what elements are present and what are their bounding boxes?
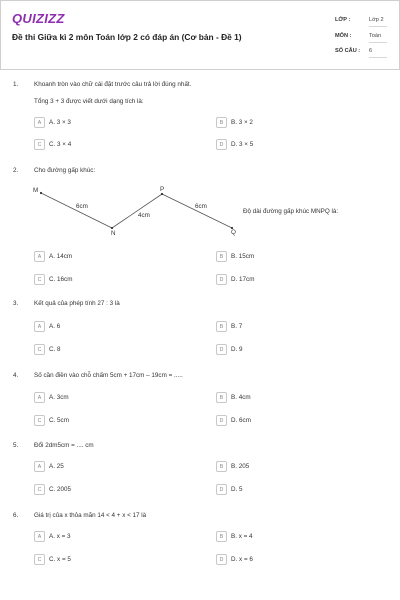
option-text: A. 25 [49, 463, 64, 470]
option-letter-box[interactable]: A [34, 461, 45, 472]
point-p [161, 193, 163, 195]
option-letter-box[interactable]: D [216, 484, 227, 495]
segment-mn-length: 6cm [76, 203, 88, 210]
option-letter-box[interactable]: A [34, 531, 45, 542]
polyline-mnpq [41, 193, 232, 228]
option-text: D. 9 [231, 346, 243, 353]
meta-grade-label: LỚP : [335, 17, 351, 23]
option-text: B. 4cm [231, 394, 251, 401]
question-text: Kết quả của phép tính 27 : 3 là [34, 300, 120, 307]
question-number: 4. [13, 372, 19, 379]
option-text: D. 3 × 5 [231, 141, 254, 148]
meta-grade-value: Lớp 2 [369, 17, 387, 27]
option-letter-box[interactable]: B [216, 531, 227, 542]
meta-subject-label: MÔN : [335, 33, 352, 39]
label-q: Q [231, 229, 236, 236]
question-number: 6. [13, 512, 19, 519]
option-text: A. 6 [49, 323, 61, 330]
figure-question: Độ dài đường gấp khúc MNPQ là: [243, 208, 339, 215]
option-text: D. 5 [231, 486, 243, 493]
option-text: D. x = 6 [231, 556, 253, 563]
option-letter-box[interactable]: B [216, 392, 227, 403]
option-text: B. 3 × 2 [231, 119, 253, 126]
question-text: Khoanh tròn vào chữ cái đặt trước câu trả lời đúng nhất. [34, 81, 192, 88]
option-letter-box[interactable]: C [34, 344, 45, 355]
option-letter-box[interactable]: D [216, 274, 227, 285]
question-subtext: Tổng 3 + 3 được viết dưới dạng tích là: [34, 98, 144, 105]
option-letter-box[interactable]: D [216, 415, 227, 426]
point-q [231, 227, 233, 229]
meta-subject-value: Toán [369, 33, 387, 43]
option-letter-box[interactable]: B [216, 251, 227, 262]
question-text: Cho đường gấp khúc: [34, 167, 96, 174]
question-text: Giá trị của x thỏa mãn 14 < 4 + x < 17 là [34, 512, 147, 519]
worksheet-title: Đề thi Giữa kì 2 môn Toán lớp 2 có đáp án (Cơ bản - Đề 1) [12, 32, 242, 42]
option-text: C. x = 5 [49, 556, 71, 563]
meta-question-count [335, 46, 395, 60]
option-text: C. 8 [49, 346, 61, 353]
option-text: D. 17cm [231, 276, 255, 283]
question-number: 2. [13, 167, 19, 174]
option-text: C. 16cm [49, 276, 73, 283]
meta-grade [335, 15, 395, 29]
segment-pq-length: 6cm [195, 203, 207, 210]
option-text: B. x = 4 [231, 533, 253, 540]
option-letter-box[interactable]: D [216, 554, 227, 565]
quizizz-logo: QUIZIZZ [12, 11, 65, 26]
option-letter-box[interactable]: D [216, 139, 227, 150]
option-text: C. 2005 [49, 486, 72, 493]
worksheet-header [0, 0, 400, 70]
question-number: 1. [13, 81, 19, 88]
option-text: C. 3 × 4 [49, 141, 72, 148]
question-text: Đổi 2dm5cm = .... cm [34, 442, 94, 449]
meta-count-label: SỐ CÂU : [335, 48, 361, 54]
label-m: M [33, 187, 39, 194]
option-text: C. 5cm [49, 417, 69, 424]
option-text: A. 3cm [49, 394, 69, 401]
point-m [40, 192, 42, 194]
option-letter-box[interactable]: A [34, 392, 45, 403]
option-letter-box[interactable]: A [34, 321, 45, 332]
option-letter-box[interactable]: C [34, 139, 45, 150]
option-letter-box[interactable]: A [34, 117, 45, 128]
segment-np-length: 4cm [138, 212, 150, 219]
question-text: Số cần điền vào chỗ chấm 5cm + 17cm – 19cm = ..... [34, 372, 183, 379]
option-letter-box[interactable]: B [216, 461, 227, 472]
option-text: D. 6cm [231, 417, 251, 424]
point-n [111, 227, 113, 229]
label-n: N [111, 230, 116, 237]
meta-subject [335, 31, 395, 45]
option-letter-box[interactable]: C [34, 554, 45, 565]
option-text: A. x = 3 [49, 533, 71, 540]
option-text: B. 7 [231, 323, 243, 330]
label-p: P [160, 186, 165, 193]
option-letter-box[interactable]: C [34, 484, 45, 495]
option-text: A. 3 × 3 [49, 119, 71, 126]
meta-count-value: 6 [369, 48, 387, 58]
option-letter-box[interactable]: C [34, 274, 45, 285]
option-letter-box[interactable]: D [216, 344, 227, 355]
option-letter-box[interactable]: B [216, 117, 227, 128]
option-letter-box[interactable]: B [216, 321, 227, 332]
question-number: 5. [13, 442, 19, 449]
option-text: B. 205 [231, 463, 250, 470]
option-letter-box[interactable]: A [34, 251, 45, 262]
option-text: A. 14cm [49, 253, 73, 260]
option-letter-box[interactable]: C [34, 415, 45, 426]
question-number: 3. [13, 300, 19, 307]
option-text: B. 15cm [231, 253, 255, 260]
